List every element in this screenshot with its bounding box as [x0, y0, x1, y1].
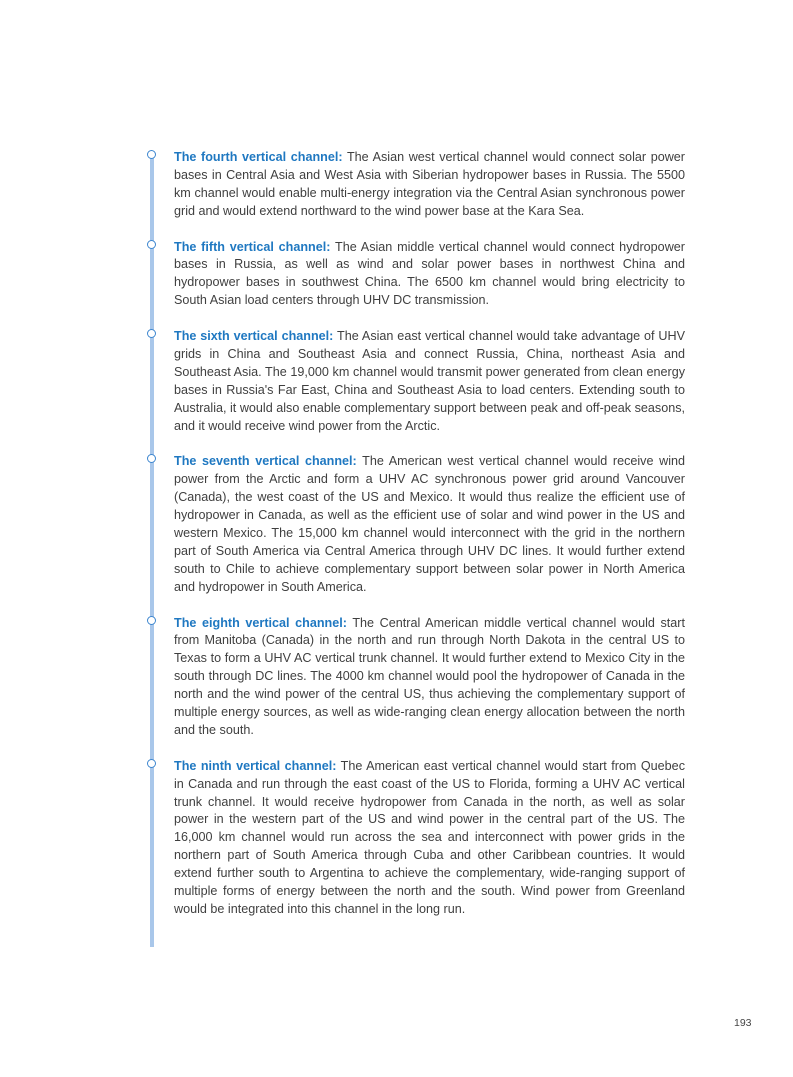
timeline-dot-icon	[147, 150, 156, 159]
channel-paragraph-5	[174, 239, 685, 311]
timeline-dot-icon	[147, 759, 156, 768]
paragraph-title: The sixth vertical channel:	[174, 329, 334, 344]
paragraph-title: The fifth vertical channel:	[174, 239, 331, 254]
channel-paragraph-8	[174, 615, 685, 740]
paragraph-title: The seventh vertical channel:	[174, 454, 357, 469]
timeline-line	[150, 156, 154, 947]
timeline-dot-icon	[147, 240, 156, 249]
channel-list	[174, 149, 685, 937]
paragraph-text: The American east vertical channel would start from Quebec in Canada and run through the east coast of the US to Florida, forming a UHV AC vertical trunk channel. It would receive hydropower from Canada in the north, as well as solar power in the western part of the US and wind power in the central part of the US. The 16,000 km channel would run across the sea and interconnect with power grids in the northern part of South America through Cuba and other Caribbean countries. It would extend further south to Argentina to achieve the complementary, wide-ranging support of multiple forms of energy between the north and the south. Wind power from Greenland would be integrated into this channel in the long run.	[174, 758, 685, 916]
paragraph-title: The eighth vertical channel:	[174, 615, 347, 630]
paragraph-text: The Central American middle vertical channel would start from Manitoba (Canada) in the north and run through North Dakota in the central US to Texas to form a UHV AC vertical trunk channel. It would further extend to Mexico City in the south through DC lines. The 4000 km channel would pool the hydropower of Canada in the north and the wind power of the central US, thus achieving the complementary support of multiple energy sources, as well as wide-ranging clean energy allocation between the north and the south.	[174, 615, 685, 737]
channel-paragraph-4	[174, 149, 685, 221]
paragraph-title: The ninth vertical channel:	[174, 758, 337, 773]
paragraph-text: The Asian west vertical channel would connect solar power bases in Central Asia and West Asia with Siberian hydropower bases in Russia. The 5500 km channel would enable multi-energy integration via the Central Asian synchronous power grid and would extend northward to the wind power base at the Kara Sea.	[174, 150, 685, 218]
timeline-dot-icon	[147, 329, 156, 338]
channel-paragraph-9	[174, 758, 685, 919]
timeline-dot-icon	[147, 616, 156, 625]
channel-paragraph-6	[174, 328, 685, 435]
page-number: 193	[734, 1017, 752, 1029]
paragraph-text: The Asian middle vertical channel would connect hydropower bases in Russia, as well as wind and solar power bases in northwest China and hydropower bases in southwest China. The 6500 km channel would bring electricity to South Asian load centers through UHV DC transmission.	[174, 239, 685, 308]
paragraph-text: The American west vertical channel would receive wind power from the Arctic and form a UHV AC synchronous power grid around Vancouver (Canada), the west coast of the US and Mexico. It would thus realize the efficient use of hydropower in Canada, as well as the efficient use of solar and wind power in the US and western Mexico. The 15,000 km channel would interconnect with the grid in the northern part of South America via Central America through UHV DC lines. It would further extend south to Chile to achieve complementary support between solar power in North America and hydropower in South America.	[174, 454, 686, 594]
paragraph-text: The Asian east vertical channel would take advantage of UHV grids in China and Southeast Asia and connect Russia, China, northeast Asia and Southeast Asia. The 19,000 km channel would transmit power generated from clean energy bases in Russia's Far East, China and Southeast Asia to load centers. Extending south to Australia, it would also enable complementary support between peak and off-peak seasons, and it would receive wind power from the Arctic.	[174, 329, 685, 433]
timeline-dot-icon	[147, 454, 156, 463]
channel-paragraph-7	[174, 453, 685, 596]
paragraph-title: The fourth vertical channel:	[174, 150, 343, 164]
